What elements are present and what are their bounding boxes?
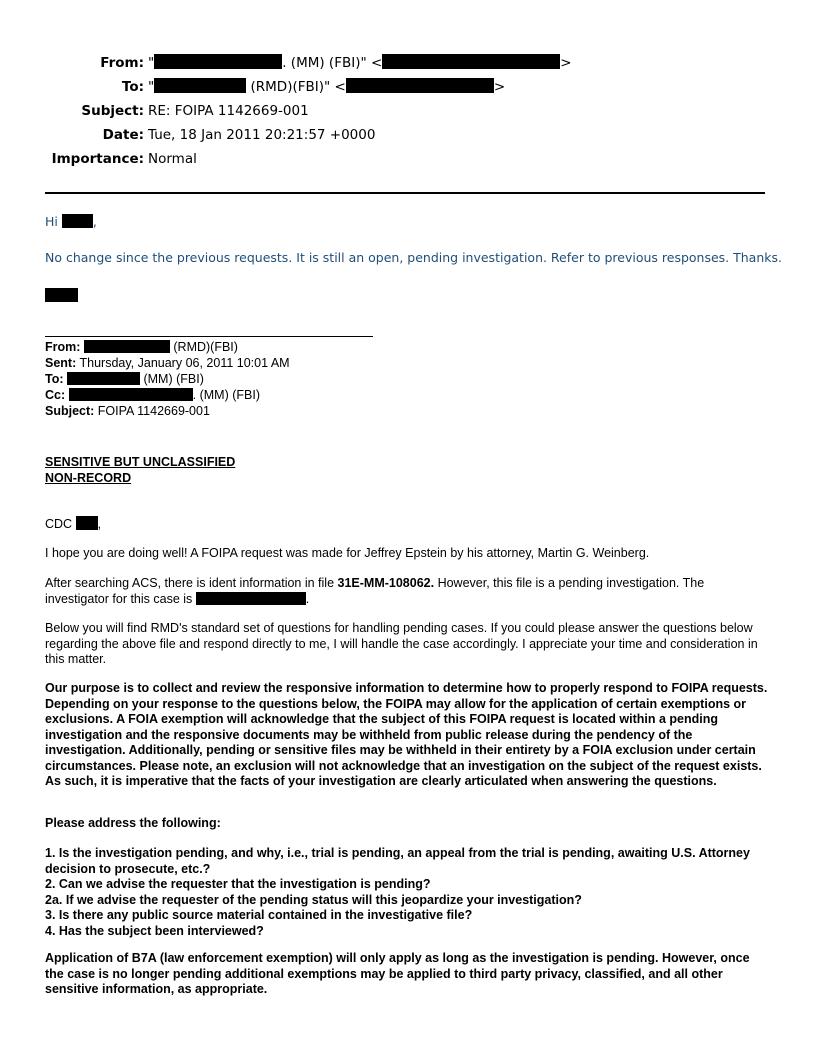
header-from-label: From: [100, 55, 144, 71]
body-paragraph-5: Application of B7A (law enforcement exemption) will only apply as long as the investigation is pending. However, once the case is no longer pending additional exemptions may be applied to third party privacy, classified, and all other sensitive information, as appropriate. [45, 951, 750, 996]
header-date-label: Date: [102, 127, 144, 143]
header-divider [45, 192, 765, 194]
redacted-signature [45, 288, 78, 302]
reply-greeting: Hi , [45, 214, 97, 229]
redaction-block [67, 372, 140, 385]
header-date-value: Tue, 18 Jan 2011 20:21:57 +0000 [148, 127, 376, 143]
redaction-block [154, 78, 246, 93]
reply-body: No change since the previous requests. It is still an open, pending investigation. Refer to previous responses. Thanks. [45, 250, 782, 265]
file-number: 31E-MM-108062. [337, 576, 435, 590]
question-item: 2. Can we advise the requester that the investigation is pending? [45, 877, 431, 891]
redaction-block [154, 54, 282, 69]
classification-marking: SENSITIVE BUT UNCLASSIFIED NON-RECORD [45, 455, 236, 485]
questions-list [45, 846, 770, 939]
header-subject-label: Subject: [81, 103, 144, 119]
fwd-to-row: To: (MM) (FBI) [45, 372, 204, 386]
address-heading: Please address the following: [45, 816, 221, 830]
question-item: 1. Is the investigation pending, and why, i.e., trial is pending, an appeal from the trial is pending, awaiting U.S. Attorney decision to prosecute, etc.? [45, 846, 750, 876]
fwd-subject-row: Subject: FOIPA 1142669-001 [45, 404, 210, 418]
redaction-block [382, 54, 560, 69]
redaction-block [346, 78, 494, 93]
header-subject-value: RE: FOIPA 1142669-001 [148, 103, 309, 119]
body-paragraph-2: After searching ACS, there is ident information in file 31E-MM-108062. However, this file is a pending investigation. The investigator for this case is . [45, 576, 705, 606]
header-importance-label: Importance: [51, 151, 144, 167]
header-from-value: " . (MM) (FBI)" < > [148, 55, 572, 71]
body-paragraph-1: I hope you are doing well! A FOIPA request was made for Jeffrey Epstein by his attorney, Martin G. Weinberg. [45, 546, 650, 560]
header-to-value: " (RMD)(FBI)" < > [148, 79, 506, 95]
fwd-from-row: From: (RMD)(FBI) [45, 340, 238, 354]
redaction-block [84, 340, 170, 353]
fwd-cc-row: Cc: . (MM) (FBI) [45, 388, 260, 402]
question-item: 3. Is there any public source material contained in the investigative file? [45, 908, 473, 922]
body-paragraph-4: Our purpose is to collect and review the responsive information to determine how to properly respond to FOIPA requests. Depending on your response to the questions below, the FOIPA may allow for the application of certain exemptions or exclusions. A FOIA exemption will acknowledge that the subject of this FOIPA request is located within a pending investigation and the responsive documents may be withheld from public release during the pendency of the investigation. Additionally, pending or sensitive files may be withheld in their entirety by a FOIA exclusion under certain circumstances. Please note, an exclusion will not acknowledge that an investigation on the subject of the request exists. As such, it is imperative that the facts of your investigation are clearly articulated when answering the questions. [45, 681, 768, 788]
question-item: 4. Has the subject been interviewed? [45, 923, 264, 938]
body-salutation: CDC , [45, 517, 102, 531]
fwd-sent-row: Sent: Thursday, January 06, 2011 10:01 AM [45, 356, 290, 370]
header-importance-value: Normal [148, 151, 197, 167]
redaction-block [196, 592, 306, 605]
body-paragraph-3: Below you will find RMD's standard set of questions for handling pending cases. If you could please answer the questions below regarding the above file and respond directly to me, I will handle the case accordingly. I appreciate your time and consideration in this matter. [45, 621, 758, 666]
redaction-block [76, 516, 98, 530]
forwarded-header [45, 340, 290, 420]
redaction-block [62, 214, 93, 228]
question-item: 2a. If we advise the requester of the pending status will this jeopardize your investigation? [45, 892, 582, 907]
header-to-label: To: [121, 79, 144, 95]
redaction-block [69, 388, 193, 401]
forward-separator [45, 336, 373, 337]
